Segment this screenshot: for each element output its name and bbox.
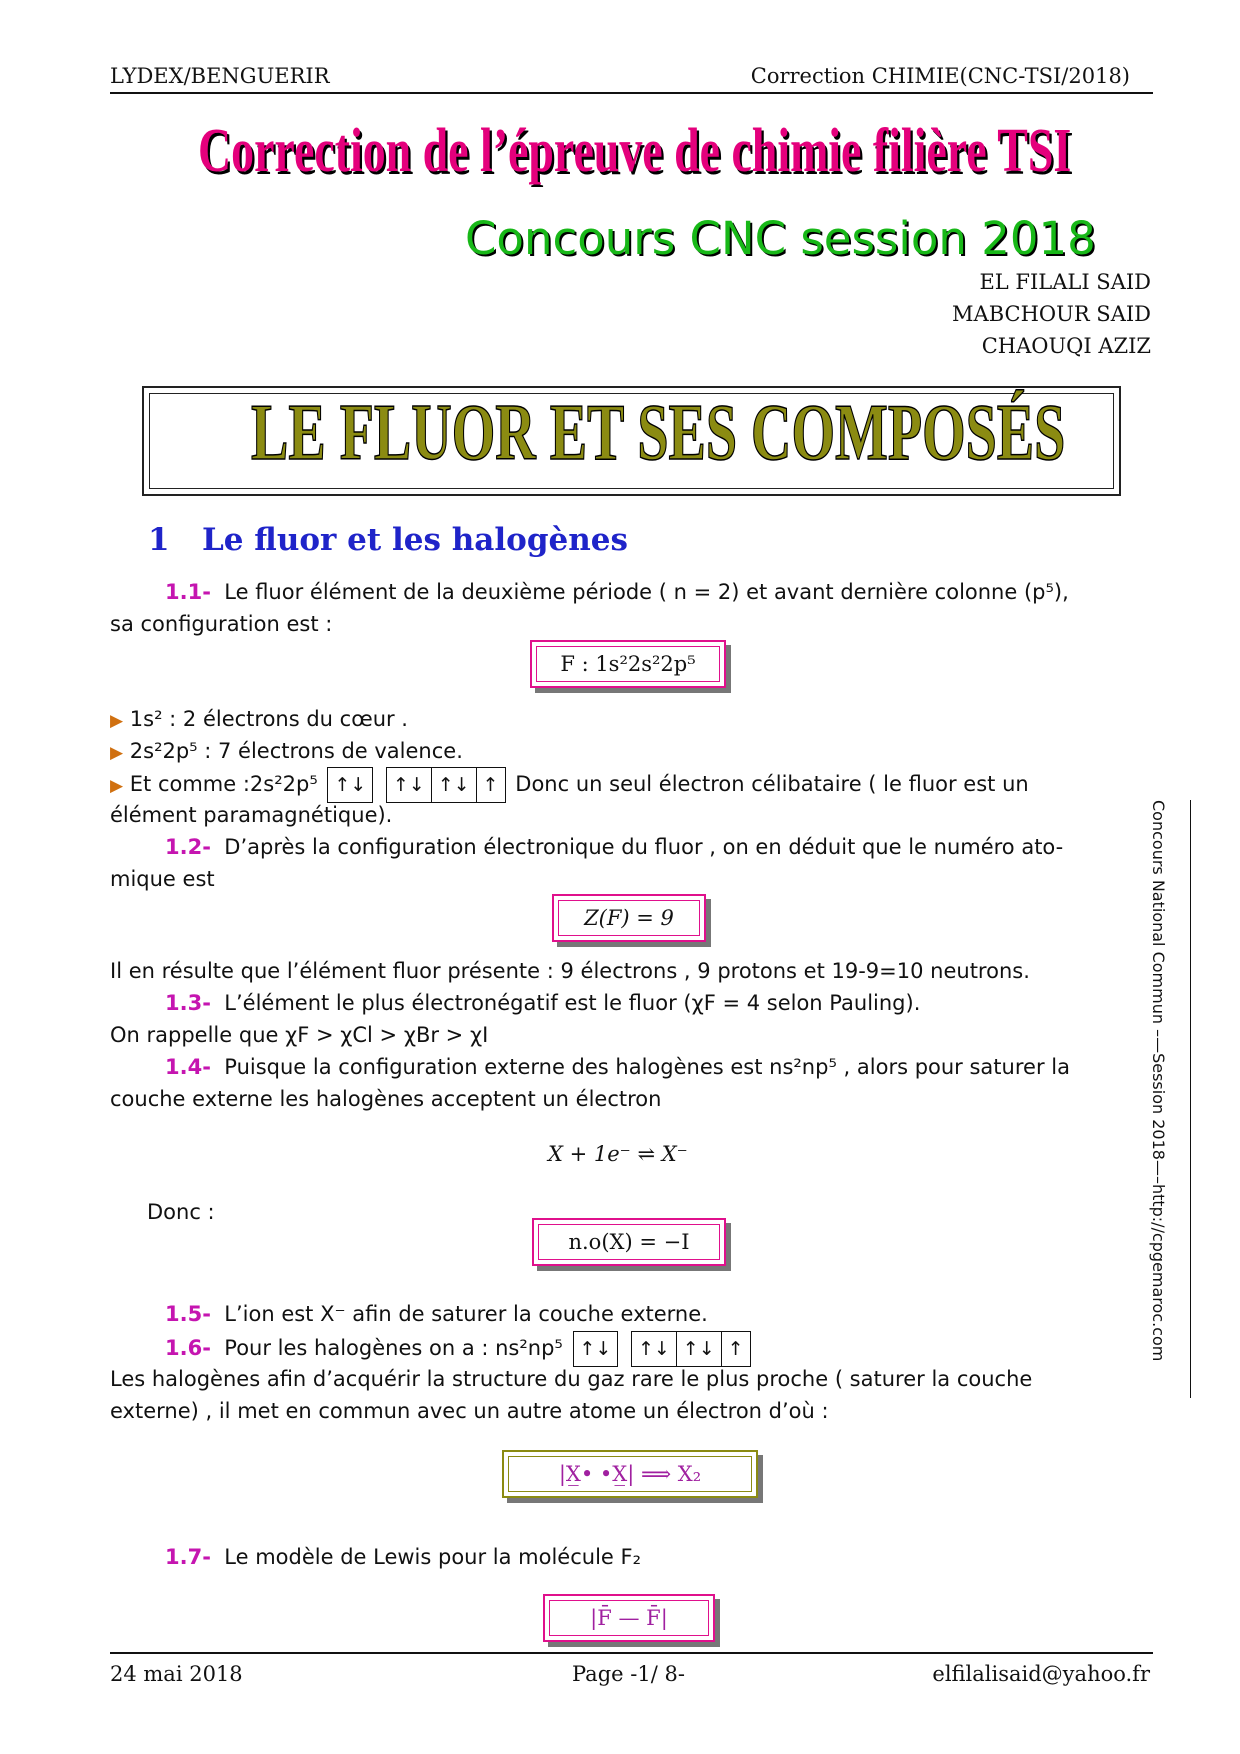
q14-equation: X + 1e⁻ ⇌ X⁻: [548, 1142, 688, 1166]
triangle-bullet-icon: ▶: [110, 776, 124, 796]
document-subtitle: Concours CNC session 2018: [465, 212, 1096, 265]
header-left: LYDEX/BENGUERIR: [110, 64, 330, 88]
orbital-np: ↑↓ ↑↓ ↑: [631, 1331, 751, 1367]
bullet-3-cont: élément paramagnétique).: [110, 803, 393, 827]
q12-after: Il en résulte que l’élément fluor présente : 9 électrons , 9 protons et 19-9=10 neutrons.: [110, 959, 1030, 983]
q14-donc: Donc :: [147, 1200, 215, 1224]
header-rule: [110, 92, 1153, 94]
q17-lewis-box: |F̄ — F̄|: [543, 1594, 715, 1642]
footer-email: elfilalisaid@yahoo.fr: [932, 1662, 1150, 1686]
triangle-bullet-icon: ▶: [110, 711, 124, 731]
q12-line2: mique est: [110, 867, 215, 891]
q16-bond-box: |X̲• •X̲| ⟹ X₂: [502, 1450, 758, 1498]
q11-line1: [165, 576, 1069, 608]
q14-oxidation-box: n.o(X) = −I: [532, 1218, 726, 1266]
author-1: EL FILALI SAID: [979, 270, 1151, 294]
bullet-3: ▶ Et comme :2s²2p⁵ ↑↓ ↑↓ ↑↓ ↑ Donc un seul électron célibataire ( le fluor est un: [110, 767, 1029, 803]
footer-page: Page -1/ 8-: [572, 1662, 685, 1686]
footer-rule: [110, 1652, 1153, 1654]
banner-box: [142, 386, 1121, 496]
banner-title: LE FLUOR ET SES COMPOSÉS: [251, 389, 1066, 477]
q14-line1: 1.4- Puisque la configuration externe des halogènes est ns²np⁵ , alors pour saturer la: [165, 1055, 1070, 1079]
section-heading: [148, 522, 628, 558]
sidebar-rule: [1190, 800, 1191, 1398]
document-title: Correction de l’épreuve de chimie filière TSI: [198, 117, 1072, 185]
q16-line1: 1.6- Pour les halogènes on a : ns²np⁵ ↑↓ ↑↓ ↑↓ ↑: [165, 1331, 754, 1367]
q14-line2: couche externe les halogènes acceptent un électron: [110, 1087, 662, 1111]
orbital-2p: ↑↓ ↑↓ ↑: [386, 767, 506, 803]
orbital-2s: ↑↓: [327, 767, 373, 803]
q12-line1: 1.2- D’après la configuration électronique du fluor , on en déduit que le numéro ato-: [165, 835, 1064, 859]
q12-atomic-number-box: Z(F) = 9: [552, 894, 706, 942]
sidebar-text: Concours National Commun –—Session 2018—–http://cpgemaroc.com: [1149, 800, 1168, 1362]
q17-line1: 1.7- Le modèle de Lewis pour la molécule F₂: [165, 1545, 642, 1569]
q11-line2: sa configuration est :: [110, 612, 333, 636]
q11-number: 1.1-: [165, 580, 211, 604]
q13-line1: 1.3- L’élément le plus électronégatif est le fluor (χF = 4 selon Pauling).: [165, 991, 921, 1015]
orbital-ns: ↑↓: [573, 1331, 619, 1367]
q15-line1: 1.5- L’ion est X⁻ afin de saturer la couche externe.: [165, 1302, 708, 1326]
q11-text: Le fluor élément de la deuxième période ( n = 2) et avant dernière colonne (p⁵),: [224, 580, 1069, 604]
author-3: CHAOUQI AZIZ: [981, 334, 1151, 358]
bullet-2: ▶ 2s²2p⁵ : 7 électrons de valence.: [110, 739, 463, 763]
q16-line2: Les halogènes afin d’acquérir la structure du gaz rare le plus proche ( saturer la couche: [110, 1367, 1033, 1391]
section-title: Le fluor et les halogènes: [201, 522, 628, 558]
triangle-bullet-icon: ▶: [110, 743, 124, 763]
footer-date: 24 mai 2018: [110, 1662, 243, 1686]
author-2: MABCHOUR SAID: [952, 302, 1151, 326]
section-number: 1: [148, 522, 170, 558]
header-right: Correction CHIMIE(CNC-TSI/2018): [750, 64, 1130, 88]
q16-line3: externe) , il met en commun avec un autre atome un électron d’où :: [110, 1399, 829, 1423]
bullet-1: ▶ 1s² : 2 électrons du cœur .: [110, 707, 408, 731]
q11-config-box: F : 1s²2s²2p⁵: [530, 640, 726, 688]
q13-line2: On rappelle que χF > χCl > χBr > χI: [110, 1023, 489, 1047]
